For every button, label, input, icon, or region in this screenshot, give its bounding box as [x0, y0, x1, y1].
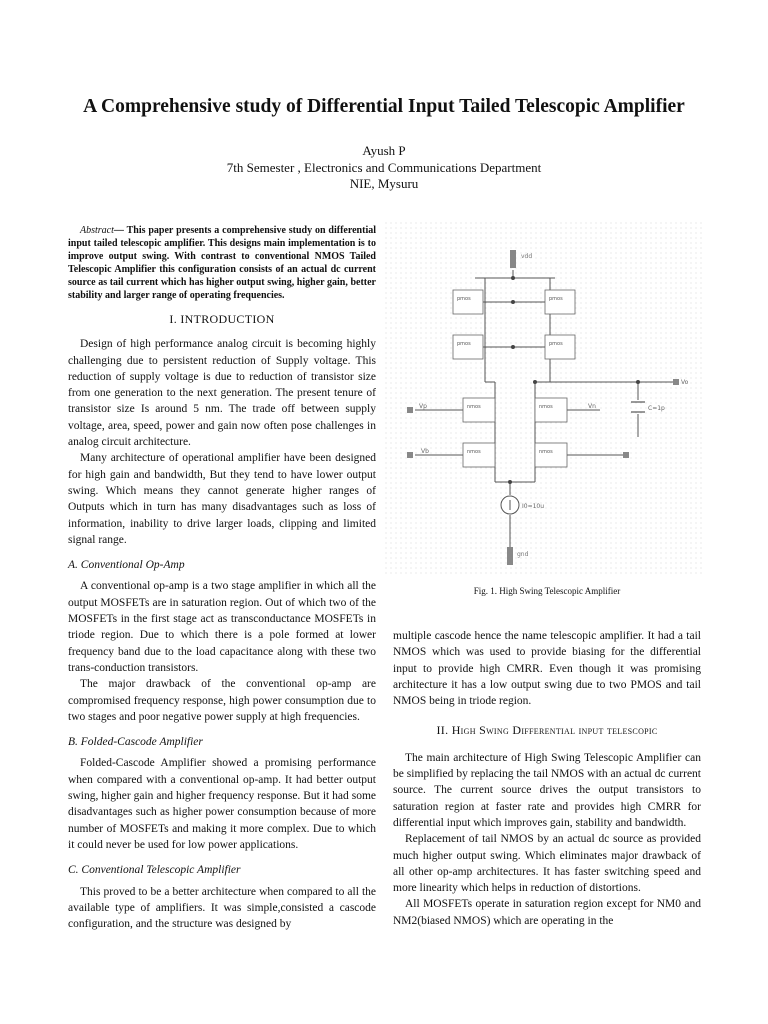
high-swing-paragraph-1: The main architecture of High Swing Telescopic Amplifier can be simplified by replacing the tail NMOS with an actual dc current source. The current source drives the output transistors to saturation region at faster rate and provides high CMRR for differential input which improves gain, stability and bandwidth. — [393, 751, 701, 829]
current-source-label: I0=10u — [522, 503, 545, 510]
subsection-heading-folded-cascode: B. Folded-Cascode Amplifier — [68, 736, 203, 749]
section-number: II. — [436, 723, 449, 738]
cap-label: C=1p — [648, 405, 665, 412]
pmos-left-cascode — [453, 335, 483, 359]
nmos-left-input — [463, 443, 495, 467]
paper-title: A Comprehensive study of Differential Input Tailed Telescopic Amplifier — [83, 96, 685, 117]
figure-caption: Fig. 1. High Swing Telescopic Amplifier — [473, 586, 621, 596]
nmos-model-label: nmos — [467, 404, 481, 410]
vout-pin — [673, 379, 679, 385]
pmos-model-label: pmos — [457, 341, 471, 347]
section-heading-high-swing — [393, 722, 701, 738]
nmos-model-label: nmos — [467, 449, 481, 455]
nmos-model-label: nmos — [539, 449, 553, 455]
pmos-right-top — [545, 290, 575, 314]
gnd-pin — [507, 547, 513, 565]
telescopic-paragraph-right: multiple cascode hence the name telescopic amplifier. It had a tail NMOS which was used to provide biasing for the differential input to provide high CMRR. Even though it was promising architecture it has a low output swing due to two PMOS and tail NMOS being in triode region. — [393, 630, 701, 708]
author-institution: NIE, Mysuru — [349, 176, 419, 191]
folded-paragraph-1: Folded-Cascode Amplifier showed a promising performance when compared with a conventional op-amp. It had better output swing, higher gain and higher frequency response. But it had some disadvantages such as higher power consumption because of more number of MOSFETs and making it more complex. Due to which it could never be used for low power applications. — [68, 757, 376, 851]
right-column — [393, 628, 701, 929]
author-name: Ayush P — [362, 143, 406, 158]
vout-label: Vo — [681, 379, 689, 386]
author-block — [0, 143, 768, 193]
pmos-model-label: pmos — [549, 296, 563, 302]
vdd-pin — [510, 250, 516, 268]
pmos-model-label: pmos — [549, 341, 563, 347]
vbias-label: Vb — [421, 448, 429, 455]
subsection-heading-conventional-opamp: A. Conventional Op-Amp — [68, 559, 185, 572]
high-swing-paragraph-3: All MOSFETs operate in saturation region except for NM0 and NM2(biased NMOS) which are operating in the — [393, 898, 701, 927]
conv-opamp-paragraph-2: The major drawback of the conventional op-amp are compromised frequency response, high power consumption due to two stages and poor negative power supply at high frequencies. — [68, 678, 376, 723]
pmos-left-top — [453, 290, 483, 314]
vp-label: Vp — [419, 403, 427, 410]
high-swing-paragraph-2: Replacement of tail NMOS by an actual dc source as provided much higher output swing. Which eliminates major drawback of all other op-amp architectures. It has faster switching speed and more linearity which helps in reduction of distortions. — [393, 833, 701, 895]
vdd-label: vdd — [521, 253, 533, 260]
nmos-left-cascode — [463, 398, 495, 422]
abstract: Abstract— This paper presents a comprehensive study on differential input tailed telescopic amplifier. This designs main implementation is to improve output swing. With contrast to conventional NMOS Tailed Telescopic Amplifier this configuration consists of an actual dc current source as tail current which has higher output swing, higher gain, better stability and larger range of operating frequencies. — [68, 225, 376, 301]
vp-pin — [407, 407, 413, 413]
author-affiliation: 7th Semester , Electronics and Communications Department — [226, 159, 542, 175]
gnd-label: gnd — [517, 551, 529, 558]
vn-label: Vn — [588, 403, 596, 410]
circuit-schematic — [385, 222, 705, 574]
abstract-text: This paper presents a comprehensive study on differential input tailed telescopic amplifier. This designs main implementation is to improve output swing. With contrast to conventional NMOS Tailed Telescopic Amplifier this configuration consists of an actual dc current source as tail current which has higher output swing, higher gain, better stability and larger range of operating frequencies. — [68, 225, 376, 301]
conv-opamp-paragraph-1: A conventional op-amp is a two stage amplifier in which all the output MOSFETs are in saturation region. Out of which two of the MOSFETs in the first stage act as transconductance MOSFETs in triode region. Due to which there is a pole formed at lower frequency band due to the load capacitance along with these two trans-conduction transistors. — [68, 580, 376, 674]
nmos-right-cascode — [535, 398, 567, 422]
pmos-model-label: pmos — [457, 296, 471, 302]
section-title: High Swing Differential input telescopic — [451, 723, 658, 738]
intro-paragraph-2: Many architecture of operational amplifier have been designed for high gain and bandwidth, But they tend to have lower output swing. Which means they cannot generate higher ranges of Outputs which in turn has many disadvantages such as loss of information, inability to drive larger loads, clipping and limited signal range. — [68, 452, 376, 546]
nmos-model-label: nmos — [539, 404, 553, 410]
vbias-pin-left — [407, 452, 413, 458]
vbias-pin-right — [623, 452, 629, 458]
pmos-right-cascode — [545, 335, 575, 359]
nmos-right-input — [535, 443, 567, 467]
left-column — [68, 224, 376, 932]
intro-paragraph-1: Design of high performance analog circuit is becoming highly challenging due to persistent reduction of Supply voltage. This reduction of supply voltage is due to reduction of transistor size from one generation to the next generation. The present tenure of transistor size Is around 5 nm. The trade off between supply voltage, area, speed, power and gain now often pose challenges in analog circuit architecture. — [68, 338, 376, 449]
circuit-figure — [385, 222, 705, 574]
abstract-lead: Abstract — [80, 225, 114, 236]
section-heading-introduction: I. INTRODUCTION — [169, 312, 275, 326]
subsection-heading-telescopic: C. Conventional Telescopic Amplifier — [68, 864, 241, 877]
telescopic-paragraph-left: This proved to be a better architecture when compared to all the available type of amplifiers. It was simple,consisted a cascode configuration, and the structure was designed by — [68, 885, 376, 931]
